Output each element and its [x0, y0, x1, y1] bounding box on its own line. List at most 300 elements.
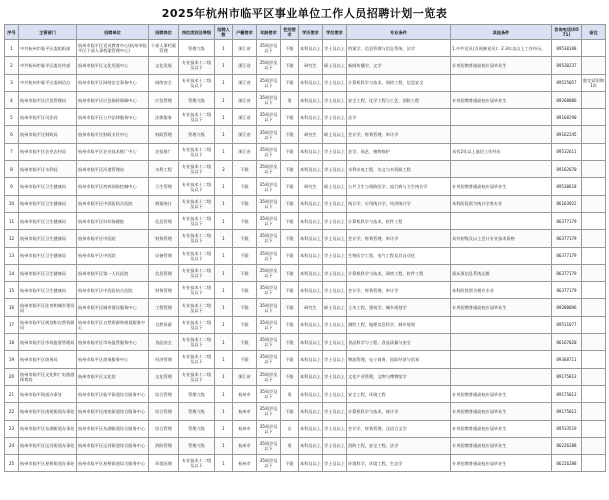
table-cell: 杭州市临平区住房和城乡建设局 — [19, 299, 77, 316]
table-cell: 35周岁及以下 — [257, 109, 281, 126]
table-cell: 专业技术十二级及以下 — [179, 143, 215, 160]
table-cell: 专项招聘普通高校应届毕业生 — [451, 91, 552, 108]
table-cell: 研究生 — [299, 126, 323, 143]
table-cell: 本科及以上 — [299, 264, 323, 281]
table-cell: 浙江省 — [233, 91, 257, 108]
table-cell: 专项招聘普通高校应届毕业生 — [451, 455, 552, 472]
table-row — [5, 212, 606, 229]
table-cell: 1 — [215, 420, 233, 437]
table-cell: 档案学，信息管理与信息系统，法学 — [347, 40, 451, 57]
table-cell: 1 — [215, 299, 233, 316]
table-cell: 不限 — [281, 334, 299, 351]
column-header: 咨询电话(0571) — [552, 25, 582, 40]
table-cell: 1 — [215, 195, 233, 212]
table-cell: 物流管理，电子商务，国际经济与贸易 — [347, 351, 451, 368]
table-cell: 本科及以上 — [299, 74, 323, 91]
table-cell: 1 — [215, 351, 233, 368]
table-cell: 不限 — [281, 299, 299, 316]
table-cell: 学士及以上 — [323, 230, 347, 247]
table-cell: 杭州市 — [233, 437, 257, 454]
table-cell: 本科及以上 — [299, 351, 323, 368]
table-cell: 信息管理 — [149, 264, 179, 281]
table-cell: 杭州市临平区卫生健康局 — [19, 195, 77, 212]
table-cell: 86377179 — [552, 230, 582, 247]
table-cell: 不限 — [281, 264, 299, 281]
table-cell: 学士及以上 — [323, 368, 347, 385]
table-cell: 杭州市临平区星桥街道综合服务中心 — [77, 455, 149, 472]
table-cell: 硕士及以上 — [323, 299, 347, 316]
table-cell: 杭州市临平区商务局 — [19, 351, 77, 368]
table-row — [5, 403, 606, 420]
table-cell: 本科及以上 — [299, 282, 323, 299]
table-cell: 1.中共党员(含预备党员)；2.3年及以上工作经历。 — [451, 40, 552, 57]
table-cell: 杭州市临平区南苑街道办事处 — [19, 403, 77, 420]
table-cell: 本科阶段须为相应专业 — [451, 282, 552, 299]
table-cell: 9 — [5, 178, 19, 195]
table-cell: 23 — [5, 420, 19, 437]
table-cell — [582, 126, 606, 143]
table-row — [5, 143, 606, 160]
table-cell: 本科及以上 — [299, 385, 323, 402]
column-header: 序号 — [5, 25, 19, 40]
table-cell: 计算机科学与技术，统计学 — [347, 403, 451, 420]
table-row — [5, 385, 606, 402]
table-cell: 管理九级 — [179, 126, 215, 143]
table-cell: 杭州市临平区疾病预防控制中心 — [77, 178, 149, 195]
table-cell: 不限 — [233, 351, 257, 368]
table-cell: 89162670 — [552, 161, 582, 178]
recruitment-table — [4, 24, 606, 472]
table-cell: 89268006 — [552, 91, 582, 108]
table-cell: 1 — [5, 40, 19, 57]
column-header: 学位要求 — [323, 25, 347, 40]
table-row — [5, 178, 606, 195]
table-cell: 不限 — [281, 178, 299, 195]
table-cell: 8 — [5, 161, 19, 178]
table-cell: 杭州市临平区卫生健康局 — [19, 212, 77, 229]
table-cell: 学士及以上 — [323, 91, 347, 108]
table-cell — [582, 161, 606, 178]
table-cell: 管理九级 — [179, 437, 215, 454]
table-cell: 本科及以上 — [299, 403, 323, 420]
table-cell: 杭州市临平区卫生健康局 — [19, 247, 77, 264]
table-cell: 1 — [215, 57, 233, 74]
table-cell: 专业技术十二级及以下 — [179, 455, 215, 472]
table-cell — [582, 316, 606, 333]
table-cell: 89175013 — [552, 403, 582, 420]
table-cell — [582, 368, 606, 385]
table-cell: 浙江省 — [233, 126, 257, 143]
table-cell: 专业技术十二级及以下 — [179, 264, 215, 281]
table-cell: 杭州市临平区卫生健康局 — [19, 230, 77, 247]
table-cell: 1 — [215, 126, 233, 143]
table-cell: 杭州市临平街道办事处 — [19, 385, 77, 402]
table-cell: 需从事信息系统运维 — [451, 264, 552, 281]
table-cell: 法律服务 — [149, 109, 179, 126]
table-cell: 学士及以上 — [323, 109, 347, 126]
table-cell: 不限 — [281, 161, 299, 178]
table-cell: 统计学，应用统计学，经济统计学 — [347, 195, 451, 212]
table-cell: 环境治理 — [149, 455, 179, 472]
table-cell: 学士及以上 — [323, 403, 347, 420]
table-cell: 杭州市临平区东湖街道综合服务中心 — [77, 420, 149, 437]
table-cell: 89525057 — [552, 74, 582, 91]
table-cell — [451, 74, 552, 91]
table-cell: 1 — [215, 143, 233, 160]
table-cell: 应急管理 — [149, 91, 179, 108]
table-cell: 不限 — [281, 230, 299, 247]
table-cell: 35周岁及以下 — [257, 247, 281, 264]
table-cell: 杭州市临平区河道管理站 — [77, 161, 149, 178]
table-cell: 食品科学与工程，食品质量与安全 — [347, 334, 451, 351]
table-cell: 专项招聘普通高校应届毕业生 — [451, 385, 552, 402]
column-header: 招聘岗位 — [149, 25, 179, 40]
table-cell: 法学 — [347, 109, 451, 126]
table-cell: 专业技术十二级及以下 — [179, 195, 215, 212]
table-cell: 学士及以上 — [323, 282, 347, 299]
table-cell: 杭州市临平区文化馆 — [77, 368, 149, 385]
table-cell: 学士及以上 — [323, 74, 347, 91]
table-cell: 89162245 — [552, 126, 582, 143]
table-row — [5, 368, 606, 385]
table-cell: 不限 — [281, 316, 299, 333]
table-cell: 财务管理 — [149, 230, 179, 247]
table-cell: 本科及以上 — [299, 420, 323, 437]
table-cell: 管理九级 — [179, 385, 215, 402]
table-cell: 学士及以上 — [323, 420, 347, 437]
table-cell: 杭州市临平区市场监管服务中心 — [77, 334, 149, 351]
table-cell: 不限 — [233, 282, 257, 299]
table-cell: 杭州市临平区农业农村局 — [19, 143, 77, 160]
table-cell: 35周岁及以下 — [257, 230, 281, 247]
table-cell: 35周岁及以下 — [257, 126, 281, 143]
table-row — [5, 109, 606, 126]
table-cell: 管理九级 — [179, 91, 215, 108]
table-cell: 杭州市临平区卫生健康局 — [19, 178, 77, 195]
table-cell — [582, 212, 606, 229]
table-cell — [582, 230, 606, 247]
table-cell — [582, 334, 606, 351]
table-cell — [582, 282, 606, 299]
table-cell: 学士及以上 — [323, 437, 347, 454]
table-cell: 不限 — [233, 161, 257, 178]
table-cell: 专项招聘普通高校应届毕业生 — [451, 178, 552, 195]
table-cell: 研究生 — [299, 57, 323, 74]
table-cell: 不限 — [233, 178, 257, 195]
table-cell: 农学，园艺，植物保护 — [347, 143, 451, 160]
table-cell: 学士及以上 — [323, 351, 347, 368]
table-cell: 财务管理 — [149, 282, 179, 299]
table-row — [5, 126, 606, 143]
table-cell: 网络安全 — [149, 74, 179, 91]
table-cell: 安全工程，环境工程 — [347, 385, 451, 402]
table-cell: 研究生 — [299, 299, 323, 316]
table-cell: 1 — [215, 40, 233, 57]
table-cell: 硕士及以上 — [323, 178, 347, 195]
column-header: 年龄要求 — [257, 25, 281, 40]
table-cell — [582, 403, 606, 420]
table-cell: 硕士及以上 — [323, 57, 347, 74]
table-cell: 86163922 — [552, 195, 582, 212]
table-cell: 环境科学，环境工程，生态学 — [347, 455, 451, 472]
table-cell — [582, 351, 606, 368]
table-cell — [582, 264, 606, 281]
table-cell: 综合管理 — [149, 403, 179, 420]
table-cell: 18 — [5, 334, 19, 351]
table-cell: 不限 — [233, 212, 257, 229]
table-cell: 1 — [215, 316, 233, 333]
column-header: 主管部门 — [19, 25, 77, 40]
table-cell: 具有2年以上基层工作经历 — [451, 143, 552, 160]
table-cell: 专项招聘普通高校应届毕业生 — [451, 57, 552, 74]
table-cell: 35周岁及以下 — [257, 264, 281, 281]
table-cell — [451, 126, 552, 143]
table-row — [5, 299, 606, 316]
table-row — [5, 420, 606, 437]
table-cell: 89533519 — [552, 420, 582, 437]
table-cell: 不限 — [281, 109, 299, 126]
table-cell: 杭州市临平区妇幼保健院 — [77, 212, 149, 229]
table-cell: 杭州市临平区城市建设服务中心 — [77, 299, 149, 316]
table-cell: 专项招聘普通高校应届毕业生 — [451, 420, 552, 437]
table-cell: 杭州市临平区财政支付中心 — [77, 126, 149, 143]
table-cell: 杭州市临平区文化发展中心 — [77, 57, 149, 74]
table-cell: 89530237 — [552, 57, 582, 74]
table-row — [5, 282, 606, 299]
table-cell: 男 — [281, 437, 299, 454]
table-cell: 1 — [215, 282, 233, 299]
table-cell: 干部人事档案管理 — [149, 40, 179, 57]
table-cell: 1 — [215, 385, 233, 402]
table-cell: 20 — [5, 368, 19, 385]
table-cell: 生物医学工程，电气工程及其自动化 — [347, 247, 451, 264]
table-cell: 11 — [5, 212, 19, 229]
table-cell: 不限 — [233, 195, 257, 212]
table-row — [5, 195, 606, 212]
table-cell: 不限 — [233, 230, 257, 247]
table-cell: 35周岁及以下 — [257, 282, 281, 299]
table-cell: 35周岁及以下 — [257, 212, 281, 229]
table-cell: 自然资源 — [149, 316, 179, 333]
table-cell: 杭州市临平区中西医结合医院 — [77, 282, 149, 299]
table-cell: 10 — [5, 195, 19, 212]
table-cell: 89530618 — [552, 178, 582, 195]
table-cell: 89168290 — [552, 109, 582, 126]
table-row — [5, 74, 606, 91]
table-cell: 89280096 — [552, 299, 582, 316]
table-cell — [582, 91, 606, 108]
table-cell: 35周岁及以下 — [257, 91, 281, 108]
table-cell: 会计学，财务管理，汉语言文学 — [347, 420, 451, 437]
table-cell: 86377179 — [552, 212, 582, 229]
table-cell — [582, 437, 606, 454]
table-cell: 3 — [5, 74, 19, 91]
table-cell: 学士及以上 — [323, 143, 347, 160]
table-cell: 1 — [215, 403, 233, 420]
table-cell: 工程管理 — [149, 299, 179, 316]
table-cell: 1 — [215, 437, 233, 454]
table-cell: 专业技术十二级及以下 — [179, 282, 215, 299]
table-cell: 经济管理 — [149, 351, 179, 368]
table-cell: 计算机科学与技术，网络工程，信息安全 — [347, 74, 451, 91]
table-cell: 6 — [5, 126, 19, 143]
table-cell: 不限 — [233, 247, 257, 264]
table-cell: 1 — [215, 74, 233, 91]
table-row — [5, 264, 606, 281]
table-cell: 杭州市临平区市场监督管理局 — [19, 334, 77, 351]
table-cell: 专业技术十二级及以下 — [179, 74, 215, 91]
table-cell: 浙江省 — [233, 109, 257, 126]
table-cell: 杭州市临平区东湖街道办事处 — [19, 420, 77, 437]
table-cell: 1 — [215, 334, 233, 351]
table-cell — [451, 247, 552, 264]
table-cell: 杭州市 — [233, 420, 257, 437]
table-cell: 15 — [5, 282, 19, 299]
table-cell: 专业技术十二级及以下 — [179, 247, 215, 264]
table-cell: 35周岁及以下 — [257, 437, 281, 454]
table-cell: 89175013 — [552, 368, 582, 385]
table-cell: 杭州市 — [233, 455, 257, 472]
table-cell: 4 — [5, 91, 19, 108]
table-cell: 本科及以上 — [299, 334, 323, 351]
table-row — [5, 351, 606, 368]
table-cell: 89175013 — [552, 385, 582, 402]
table-cell: 本科及以上 — [299, 316, 323, 333]
table-cell: 89368711 — [552, 351, 582, 368]
table-cell: 食品安全 — [149, 334, 179, 351]
table-cell — [451, 351, 552, 368]
table-cell: 杭州市临平区运河街道综合服务中心 — [77, 437, 149, 454]
table-cell: 86377179 — [552, 264, 582, 281]
table-cell: 89530188 — [552, 40, 582, 57]
table-cell: 1 — [215, 109, 233, 126]
table-cell: 杭州市临平区中西医结合医院 — [77, 195, 149, 212]
table-cell: 学士及以上 — [323, 40, 347, 57]
table-cell: 不限 — [281, 282, 299, 299]
table-cell: 安全工程，化学工程与工艺，消防工程 — [347, 91, 451, 108]
table-cell: 男 — [281, 385, 299, 402]
table-cell: 限定试用期1年 — [582, 74, 606, 91]
table-cell: 浙江省 — [233, 368, 257, 385]
table-cell: 杭州市临平区自然资源和规划服务中心 — [77, 316, 149, 333]
table-cell: 25 — [5, 455, 19, 472]
table-cell: 1 — [215, 178, 233, 195]
table-cell — [582, 143, 606, 160]
table-cell: 会计学，财务管理，审计学 — [347, 282, 451, 299]
column-header: 户籍要求 — [233, 25, 257, 40]
table-cell: 35周岁及以下 — [257, 161, 281, 178]
table-cell: 杭州市临平区财政局 — [19, 126, 77, 143]
table-cell: 1 — [215, 212, 233, 229]
table-cell: 学士及以上 — [323, 385, 347, 402]
column-header: 性别要求 — [281, 25, 299, 40]
table-cell: 会计学，财务管理，审计学 — [347, 230, 451, 247]
table-row — [5, 247, 606, 264]
table-cell: 测绘工程，地理信息科学，城乡规划 — [347, 316, 451, 333]
table-row — [5, 230, 606, 247]
table-cell: 不限 — [281, 40, 299, 57]
table-cell: 不限 — [281, 57, 299, 74]
table-cell: 35周岁及以下 — [257, 40, 281, 57]
table-cell: 计算机科学与技术，软件工程 — [347, 212, 451, 229]
table-cell: 信息管理 — [149, 212, 179, 229]
table-cell: 水利水电工程，水文与水资源工程 — [347, 161, 451, 178]
table-cell: 管理九级 — [179, 40, 215, 57]
column-header: 招聘单位 — [77, 25, 149, 40]
table-cell — [451, 109, 552, 126]
table-cell — [451, 212, 552, 229]
table-cell: 19 — [5, 351, 19, 368]
table-cell — [582, 247, 606, 264]
table-cell: 专项招聘普通高校应届毕业生 — [451, 437, 552, 454]
table-cell: 消防工程，安全工程，法学 — [347, 437, 451, 454]
table-cell: 35周岁及以下 — [257, 178, 281, 195]
table-body — [5, 40, 606, 472]
table-cell: 1 — [215, 455, 233, 472]
table-cell: 86377179 — [552, 282, 582, 299]
table-cell: 女 — [281, 420, 299, 437]
table-cell: 文化发展 — [149, 57, 179, 74]
table-cell: 不限 — [281, 247, 299, 264]
table-cell: 杭州市临平区中医院 — [77, 247, 149, 264]
table-cell: 不限 — [233, 334, 257, 351]
table-cell: 不限 — [281, 455, 299, 472]
table-cell: 杭州市临平区临平街道综合服务中心 — [77, 385, 149, 402]
table-cell: 本科及以上 — [299, 109, 323, 126]
table-cell: 杭州市临平区司法局 — [19, 109, 77, 126]
table-cell: 本科及以上 — [299, 195, 323, 212]
table-cell: 杭州市临平区水利局 — [19, 161, 77, 178]
table-cell: 7 — [5, 143, 19, 160]
table-cell: 男 — [281, 91, 299, 108]
table-cell: 中共杭州市临平区委网信办 — [19, 74, 77, 91]
table-cell: 16 — [5, 299, 19, 316]
table-cell: 研究生 — [299, 178, 323, 195]
table-cell: 本科及以上 — [299, 230, 323, 247]
table-cell: 不限 — [281, 126, 299, 143]
table-cell: 杭州市临平区中医院 — [77, 230, 149, 247]
table-cell: 专项招聘普通高校应届毕业生 — [451, 299, 552, 316]
column-header: 备注 — [582, 25, 606, 40]
table-cell: 学士及以上 — [323, 195, 347, 212]
column-header: 其他条件 — [451, 25, 552, 40]
table-cell — [582, 299, 606, 316]
table-cell: 文化管理 — [149, 368, 179, 385]
table-cell: 专业技术十二级及以下 — [179, 368, 215, 385]
table-cell: 专业技术十二级及以下 — [179, 212, 215, 229]
table-cell: 2 — [5, 57, 19, 74]
table-cell: 杭州市临平区卫生健康局 — [19, 264, 77, 281]
table-cell — [582, 57, 606, 74]
table-cell: 35周岁及以下 — [257, 316, 281, 333]
table-cell: 综合管理 — [149, 420, 179, 437]
table-cell: 专业技术十二级及以下 — [179, 351, 215, 368]
column-header: 招聘人数 — [215, 25, 233, 40]
table-cell: 35周岁及以下 — [257, 195, 281, 212]
table-cell: 计算机科学与技术，网络工程，软件工程 — [347, 264, 451, 281]
table-cell: 专业技术十二级及以下 — [179, 334, 215, 351]
table-cell: 1 — [215, 247, 233, 264]
table-cell: 不限 — [233, 299, 257, 316]
table-cell — [582, 455, 606, 472]
table-cell: 杭州市临平区运河街道办事处 — [19, 437, 77, 454]
table-row — [5, 91, 606, 108]
table-cell: 卫生管理 — [149, 178, 179, 195]
table-cell: 学士及以上 — [323, 334, 347, 351]
table-cell: 管理九级 — [179, 420, 215, 437]
table-cell: 中共杭州市临平区委宣传部 — [19, 57, 77, 74]
table-cell: 杭州市临平区网络安全事务中心 — [77, 74, 149, 91]
